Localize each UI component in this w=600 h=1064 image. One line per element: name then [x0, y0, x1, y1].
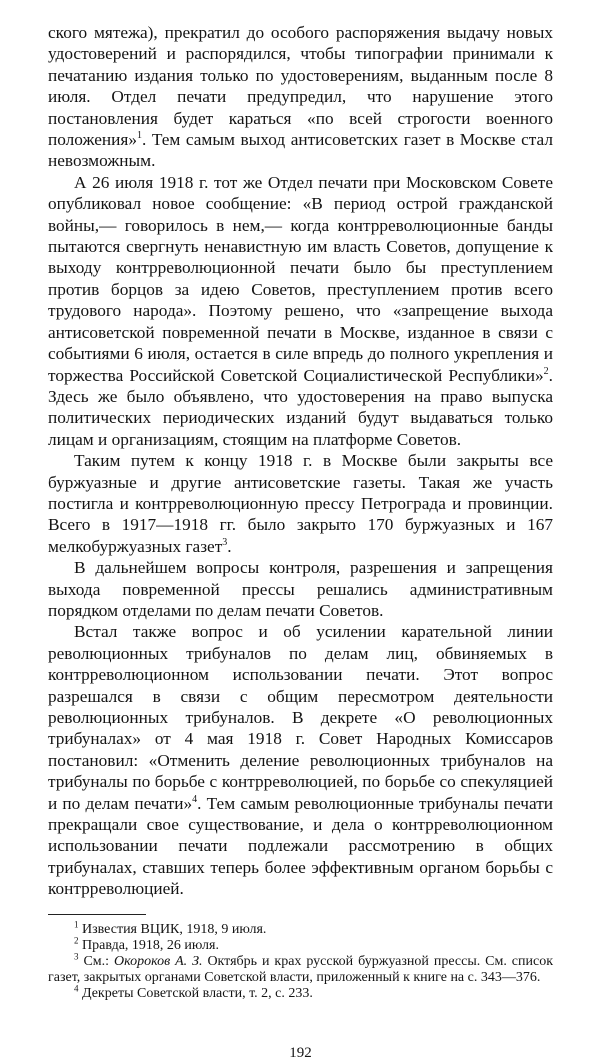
- text-run: . Тем самым революционные трибуналы печати прекращали свое существование, и дела о контрреволюционном использовании печати подлежали рассмотрению в общих трибуналах, ставших теперь более эффективным органом борьбы с контрреволюцией.: [48, 793, 553, 899]
- text-run: Октябрь и крах русской буржуазной прессы. См. список газет, закрытых органами Советской власти, приложенный к книге на с. 343—376.: [48, 954, 553, 986]
- footnote-ref: 4: [192, 793, 198, 805]
- footnote-number: 3: [74, 951, 79, 962]
- text-run: См.:: [83, 954, 114, 970]
- text-run: Встал также вопрос и об усилении карательной линии революционных трибуналов по делам лиц, обвиняемых в контрреволюционном использовании печати. Этот вопрос разрешался в связи с общим пересмотром деятельности революционных трибуналов. В декрете «О революционных трибуналах» от 4 мая 1918 г. Совет Народных Комиссаров постановил: «Отменить деление революционных трибуналов на трибуналы по борьбе с контрреволюцией, по борьбе со спекуляцией и по делам печати»: [48, 622, 553, 813]
- footnote-number: 4: [74, 983, 79, 994]
- book-page: [48, 22, 553, 1064]
- text-run: Таким путем к концу 1918 г. в Москве были закрыты все буржуазные и другие антисоветские газеты. Такая же участь постигла и контрреволюционную прессу Петрограда и провинции. Всего в 1917—1918 гг. было закрыто 170 буржуазных и 167 мелкобуржуазных газет: [48, 451, 553, 556]
- footnote: [48, 919, 553, 938]
- text-run: Правда, 1918, 26 июля.: [82, 937, 219, 953]
- footnote-divider: [48, 914, 146, 915]
- text-run: ского мятежа), прекратил до особого распоряжения выдачу новых удостоверений и распорядился, чтобы типографии принимали к печатанию издания только по удостоверениям, выданным после 8 июля. Отдел печати предупредил, что нарушение этого постановления будет караться «по всей строгости военного положения»: [48, 23, 553, 150]
- footnote: [48, 935, 553, 954]
- footnote-ref: 3: [222, 536, 228, 548]
- author-name: Окороков А. З.: [113, 954, 203, 970]
- text-run: Известия ВЦИК, 1918, 9 июля.: [82, 921, 267, 937]
- footnote: [48, 983, 553, 1002]
- footnote-ref: 2: [543, 365, 549, 377]
- text-run: Декреты Советской власти, т. 2, с. 233.: [82, 986, 313, 1002]
- text-run: . Здесь же было объявлено, что удостоверения на право выпуска политических периодических изданий будут выдаваться только лицам и организациям, стоящим на платформе Советов.: [48, 365, 553, 449]
- paragraph: [48, 621, 553, 899]
- paragraph: [48, 450, 553, 557]
- footnotes: [48, 919, 553, 1003]
- footnote-ref: 1: [136, 130, 142, 142]
- paragraph: [48, 22, 553, 172]
- text-run: В дальнейшем вопросы контроля, разрешения и запрещения выхода повременной прессы решались административным порядком отделами по делам печати Советов.: [48, 558, 553, 620]
- footnote-number: 2: [74, 935, 79, 946]
- paragraph: [48, 557, 553, 621]
- text-run: А 26 июля 1918 г. тот же Отдел печати при Московском Совете опубликовал новое сообщение: «В период острой гражданской войны,— говорилось в нем,— когда контрреволюционные банды пытаются свергнуть ненавистную им власть Советов, допущение к выходу контрреволюционной печати было бы преступлением против борцов за идею Советов, преступлением против всего трудового народа». Поэтому решено, что «запрещение выхода антисоветской повременной печати в Москве, изданное в связи с событиями 6 июля, остается в силе впредь до полного укрепления и торжества Российской Советской Социалистической Республики»: [48, 172, 553, 385]
- footnote: [48, 951, 553, 986]
- paragraph: [48, 172, 553, 450]
- body-text: [48, 22, 553, 900]
- footnote-number: 1: [74, 919, 79, 929]
- text-run: .: [227, 536, 232, 556]
- text-run: . Тем самым выход антисоветских газет в Москве стал невозможным.: [48, 130, 553, 171]
- page-number: 192: [289, 1044, 312, 1061]
